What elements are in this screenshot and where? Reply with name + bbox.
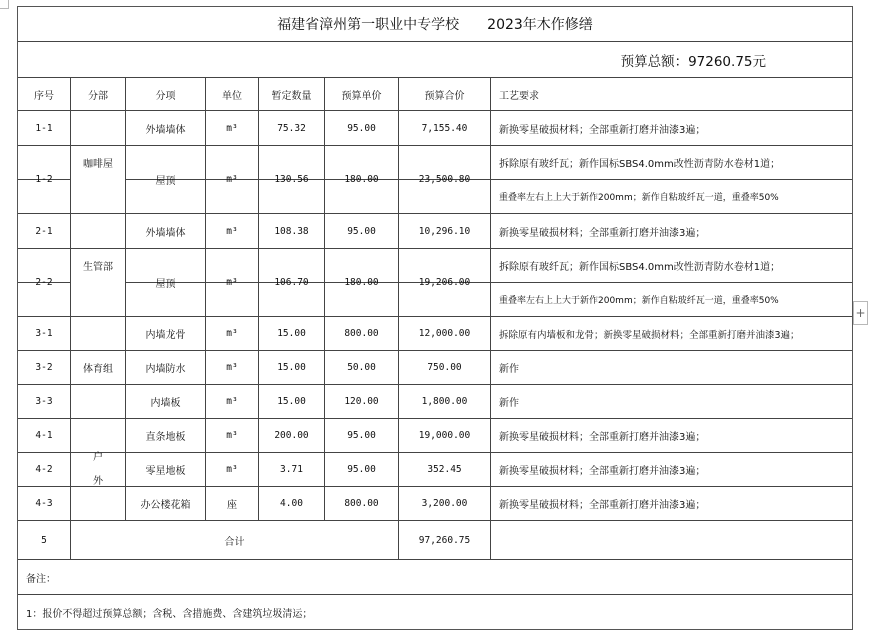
row-requirements: 新换零星破损材料；全部重新打磨并油漆3遍； <box>499 466 706 477</box>
header-item: 分项 <box>155 90 176 102</box>
row-item: 外墙墙体 <box>145 227 186 239</box>
row-price: 120.00 <box>344 396 379 407</box>
row-item: 屋顶 <box>155 176 176 187</box>
header-amount: 预算合价 <box>424 90 465 102</box>
row-amount: 19,000.00 <box>418 430 471 441</box>
group-sports: 体育组 <box>83 364 113 375</box>
row-no: 2-2 <box>35 277 53 288</box>
row-unit: m³ <box>226 174 238 185</box>
group-outdoor <box>71 419 125 520</box>
row-no: 4-3 <box>35 498 53 509</box>
row-qty: 106.70 <box>274 277 309 288</box>
row-price: 95.00 <box>347 464 376 475</box>
row-unit: 座 <box>227 500 237 511</box>
row-item: 内墙板 <box>150 398 181 409</box>
row-no: 3-3 <box>35 396 53 407</box>
row-price: 180.00 <box>344 174 379 185</box>
row-unit: m³ <box>226 396 238 407</box>
row-qty: 75.32 <box>277 122 306 134</box>
row-unit: m³ <box>226 122 238 134</box>
row-price: 800.00 <box>344 498 379 509</box>
budget-total: 预算总额：97260.75元 <box>620 53 766 70</box>
row-price: 50.00 <box>347 362 376 373</box>
remarks-note: 1：报价不得超过预算总额；含税、含措施费、含建筑垃圾清运； <box>26 608 313 620</box>
total-amount: 97,260.75 <box>418 534 471 546</box>
row-item: 屋顶 <box>155 279 176 290</box>
row-amount: 23,500.80 <box>418 174 471 185</box>
row-requirements: 新换零星破损材料；全部重新打磨并油漆3遍； <box>499 227 706 239</box>
row-item: 办公楼花箱 <box>140 500 191 511</box>
row-amount: 352.45 <box>427 464 462 475</box>
row-amount: 3,200.00 <box>421 498 468 509</box>
header-unit-price: 预算单价 <box>341 90 382 102</box>
row-requirements-continued: 重叠率左右上上大于新作200mm；新作自粘玻纤瓦一道，重叠率50% <box>499 296 779 306</box>
row-amount: 12,000.00 <box>418 328 471 339</box>
add-column-button[interactable]: + <box>853 301 868 325</box>
row-no: 1-1 <box>35 122 53 134</box>
group-management: 生管部 <box>83 261 113 273</box>
row-qty: 3.71 <box>280 464 303 475</box>
budget-sheet <box>17 6 853 630</box>
group-outdoor-line1: 户 <box>93 451 103 463</box>
row-no: 4-2 <box>35 464 53 475</box>
header-no: 序号 <box>34 90 54 102</box>
row-no: 3-2 <box>35 362 53 373</box>
row-requirements: 拆除原有玻纤瓦；新作国标SBS4.0mm改性沥青防水卷材1道； <box>499 262 781 273</box>
row-requirements: 新换零星破损材料；全部重新打磨并油漆3遍； <box>499 500 706 511</box>
row-unit: m³ <box>226 225 238 237</box>
row-requirements: 新换零星破损材料；全部重新打磨并油漆3遍； <box>499 432 706 443</box>
row-no: 2-1 <box>35 225 53 237</box>
row-price: 95.00 <box>347 122 376 134</box>
row-qty: 200.00 <box>274 430 309 441</box>
row-amount: 7,155.40 <box>421 122 468 134</box>
row-amount: 10,296.10 <box>418 225 471 237</box>
row-unit: m³ <box>226 277 238 288</box>
sheet-corner-marker <box>0 0 9 9</box>
row-requirements: 拆除原有内墙板和龙骨；新换零星破损材料；全部重新打磨并油漆3遍； <box>499 329 800 341</box>
row-requirements-continued: 重叠率左右上上大于新作200mm；新作自粘玻纤瓦一道，重叠率50% <box>499 193 779 203</box>
row-amount: 1,800.00 <box>421 396 468 407</box>
sheet-title: 福建省漳州第一职业中专学校 2023年木作修缮 <box>277 17 593 33</box>
row-qty: 4.00 <box>280 498 303 509</box>
row-requirements: 拆除原有玻纤瓦；新作国标SBS4.0mm改性沥青防水卷材1道； <box>499 159 781 170</box>
group-outdoor-line2: 外 <box>93 475 103 487</box>
row-amount: 19,206.00 <box>418 277 471 288</box>
header-division: 分部 <box>88 90 108 102</box>
row-price: 95.00 <box>347 430 376 441</box>
row-qty: 130.56 <box>274 174 309 185</box>
total-label: 合计 <box>224 536 245 548</box>
row-no: 1-2 <box>35 174 53 185</box>
row-item: 直条地板 <box>145 432 186 443</box>
row-price: 800.00 <box>344 328 379 339</box>
group-cafe: 咖啡屋 <box>83 158 113 170</box>
row-qty: 15.00 <box>277 396 306 407</box>
total-no: 5 <box>41 534 47 546</box>
row-unit: m³ <box>226 464 238 475</box>
header-qty: 暂定数量 <box>271 90 312 102</box>
header-unit: 单位 <box>222 90 242 102</box>
row-requirements: 新作 <box>499 364 519 375</box>
row-item: 外墙墙体 <box>145 124 186 136</box>
row-price: 95.00 <box>347 225 376 237</box>
row-no: 3-1 <box>35 328 53 339</box>
row-unit: m³ <box>226 362 238 373</box>
row-unit: m³ <box>226 430 238 441</box>
row-qty: 15.00 <box>277 362 306 373</box>
row-item: 内墙防水 <box>145 364 186 375</box>
row-amount: 750.00 <box>427 362 462 373</box>
header-requirements: 工艺要求 <box>499 90 539 102</box>
row-requirements: 新换零星破损材料；全部重新打磨并油漆3遍； <box>499 124 706 136</box>
row-qty: 15.00 <box>277 328 306 339</box>
row-price: 180.00 <box>344 277 379 288</box>
row-qty: 108.38 <box>274 225 309 237</box>
remarks-label: 备注： <box>26 573 56 585</box>
row-unit: m³ <box>226 328 238 339</box>
row-item: 零星地板 <box>145 466 186 477</box>
row-requirements: 新作 <box>499 398 519 409</box>
row-item: 内墙龙骨 <box>145 330 186 341</box>
row-no: 4-1 <box>35 430 53 441</box>
